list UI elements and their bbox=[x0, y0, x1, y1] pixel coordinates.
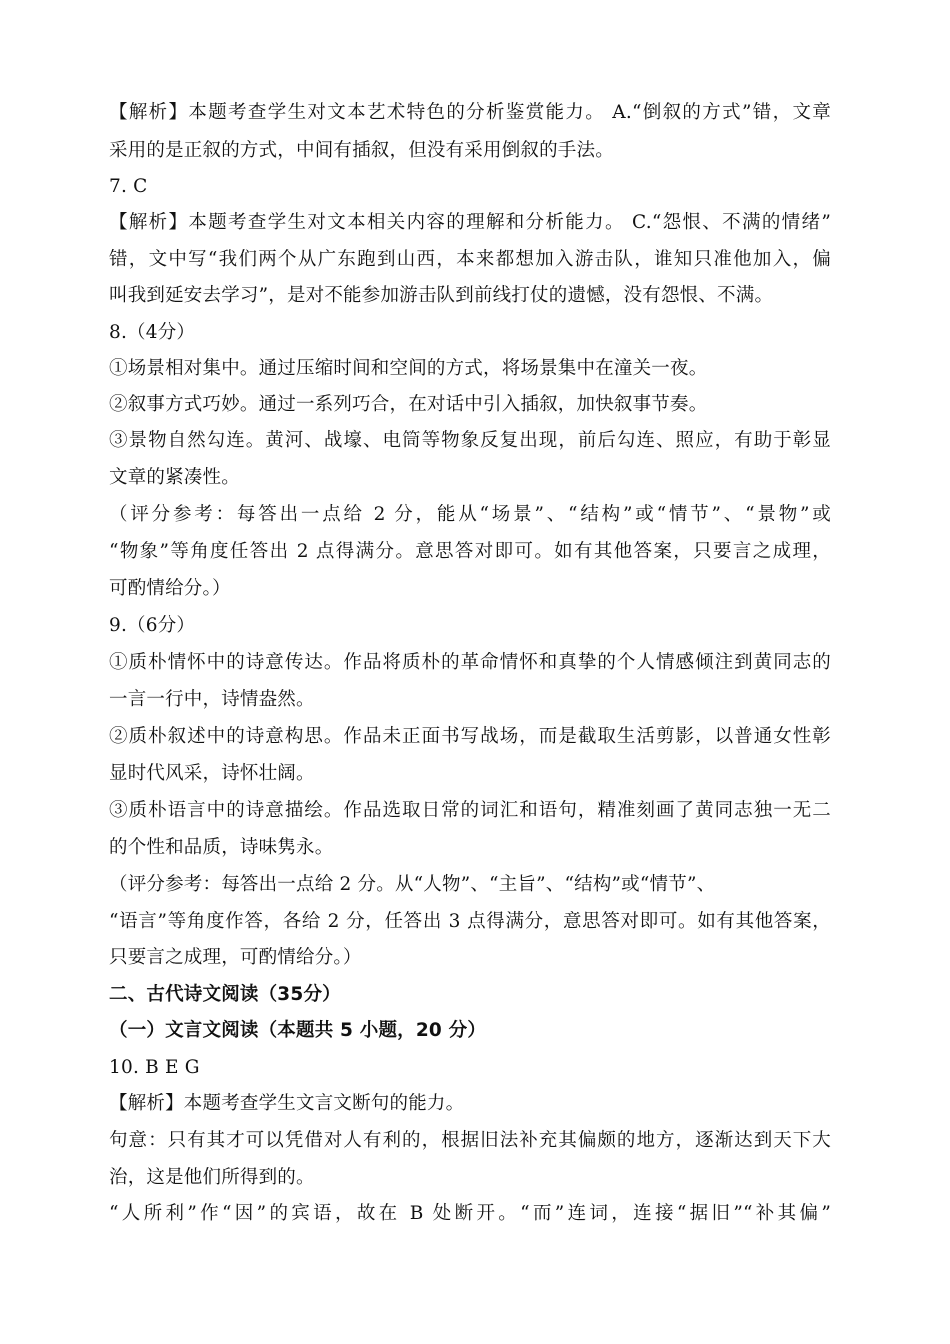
q8-heading: 8.（4分） bbox=[109, 322, 196, 343]
q6-analysis-line-1: 【解析】本题考查学生对文本艺术特色的分析鉴赏能力。 A.“倒叙的方式”错，文章 bbox=[109, 102, 831, 123]
q7-analysis-line-2: 错，文中写“我们两个从广东跑到山西，本来都想加入游击队，谁知只准他加入，偏 bbox=[109, 249, 831, 270]
q9-point-1: ①质朴情怀中的诗意传达。作品将质朴的革命情怀和真挚的个人情感倾注到黄同志的 bbox=[109, 652, 831, 673]
q9-point-3-cont: 的个性和品质，诗味隽永。 bbox=[109, 837, 334, 858]
section-2-subheading: （一）文言文阅读（本题共 5 小题，20 分） bbox=[109, 1020, 487, 1041]
q9-point-2: ②质朴叙述中的诗意构思。作品未正面书写战场，而是截取生活剪影，以普通女性彰 bbox=[109, 726, 831, 747]
q9-heading: 9.（6分） bbox=[109, 615, 196, 636]
q10-analysis-line-4: “人所利”作“因”的宾语，故在 B 处断开。“而”连词，连接“据旧”“补其偏” bbox=[109, 1203, 831, 1224]
q8-point-3: ③景物自然勾连。黄河、战壕、电筒等物象反复出现，前后勾连、照应，有助于彰显 bbox=[109, 430, 831, 451]
q7-analysis-line-1: 【解析】本题考查学生对文本相关内容的理解和分析能力。 C.“怨恨、不满的情绪” bbox=[109, 212, 831, 233]
q8-point-2: ②叙事方式巧妙。通过一系列巧合，在对话中引入插叙，加快叙事节奏。 bbox=[109, 394, 708, 415]
q8-scoring-line-2: “物象”等角度任答出 2 点得满分。意思答对即可。如有其他答案，只要言之成理， bbox=[109, 541, 831, 562]
q6-analysis-line-2: 采用的是正叙的方式，中间有插叙，但没有采用倒叙的手法。 bbox=[109, 140, 614, 161]
q8-scoring-line-3: 可酌情给分。） bbox=[109, 578, 231, 599]
q9-point-2-cont: 显时代风采，诗怀壮阔。 bbox=[109, 763, 315, 784]
section-2-heading: 二、古代诗文阅读（35分） bbox=[109, 984, 341, 1005]
q10-answer: 10. B E G bbox=[109, 1057, 200, 1078]
q9-scoring-line-3: 只要言之成理，可酌情给分。） bbox=[109, 947, 362, 968]
q7-analysis-line-3: 叫我到延安去学习”，是对不能参加游击队到前线打仗的遗憾，没有怨恨、不满。 bbox=[109, 285, 774, 306]
q7-answer: 7. C bbox=[109, 176, 148, 197]
q9-point-3: ③质朴语言中的诗意描绘。作品选取日常的词汇和语句，精准刻画了黄同志独一无二 bbox=[109, 800, 831, 821]
q10-analysis-line-2: 句意：只有其才可以凭借对人有利的，根据旧法补充其偏颇的地方，逐渐达到天下大 bbox=[109, 1130, 831, 1151]
q9-scoring-line-1: （评分参考：每答出一点给 2 分。从“人物”、“主旨”、“结构”或“情节”、 bbox=[109, 874, 716, 895]
q9-point-1-cont: 一言一行中，诗情盎然。 bbox=[109, 689, 315, 710]
q8-point-3-cont: 文章的紧凑性。 bbox=[109, 467, 240, 488]
q8-point-1: ①场景相对集中。通过压缩时间和空间的方式，将场景集中在潼关一夜。 bbox=[109, 358, 708, 379]
q10-analysis-line-3: 治，这是他们所得到的。 bbox=[109, 1167, 315, 1188]
q8-scoring-line-1: （评分参考：每答出一点给 2 分，能从“场景”、“结构”或“情节”、“景物”或 bbox=[109, 504, 831, 525]
q9-scoring-line-2: “语言”等角度作答，各给 2 分，任答出 3 点得满分，意思答对即可。如有其他答案， bbox=[109, 911, 831, 932]
q10-analysis-line-1: 【解析】本题考查学生文言文断句的能力。 bbox=[109, 1093, 465, 1114]
